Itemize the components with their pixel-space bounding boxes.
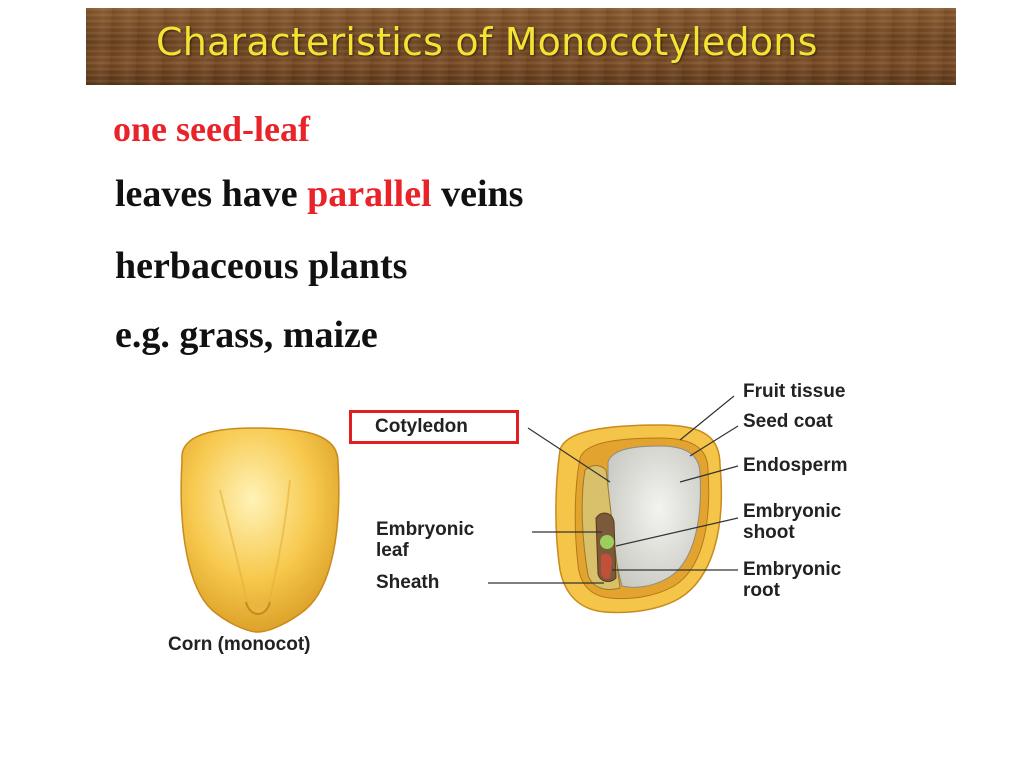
label-fruit-tissue: Fruit tissue: [743, 381, 846, 402]
label-sheath: Sheath: [376, 572, 440, 593]
label-seed-coat: Seed coat: [743, 411, 833, 432]
slide-title: Characteristics of Monocotyledons: [156, 20, 818, 64]
bullet-herbaceous: herbaceous plants: [115, 245, 408, 287]
label-embryonic-shoot: [743, 501, 841, 543]
bullet-text: veins: [431, 173, 524, 215]
bullet-examples: e.g. grass, maize: [115, 314, 378, 356]
highlight-word: parallel: [307, 173, 432, 215]
bullet-parallel-veins: [115, 172, 523, 216]
label-cotyledon: Cotyledon: [375, 416, 468, 437]
label-line: leaf: [376, 540, 409, 561]
label-line: shoot: [743, 522, 795, 543]
label-corn-monocot: Corn (monocot): [168, 634, 311, 655]
bullet-text: leaves have: [115, 173, 308, 215]
label-embryonic-leaf: [376, 519, 474, 561]
bullet-one-seed-leaf: one seed-leaf: [113, 109, 310, 149]
label-line: Embryonic: [743, 501, 842, 522]
label-line: Embryonic: [743, 559, 842, 580]
whole-corn-kernel: [181, 428, 339, 632]
label-embryonic-root: [743, 559, 841, 601]
title-banner: [86, 8, 956, 85]
kernel-cross-section: [556, 425, 721, 612]
label-endosperm: Endosperm: [743, 455, 848, 476]
label-line: root: [743, 580, 780, 601]
corn-seed-diagram: [160, 370, 920, 670]
label-line: Embryonic: [376, 519, 475, 540]
